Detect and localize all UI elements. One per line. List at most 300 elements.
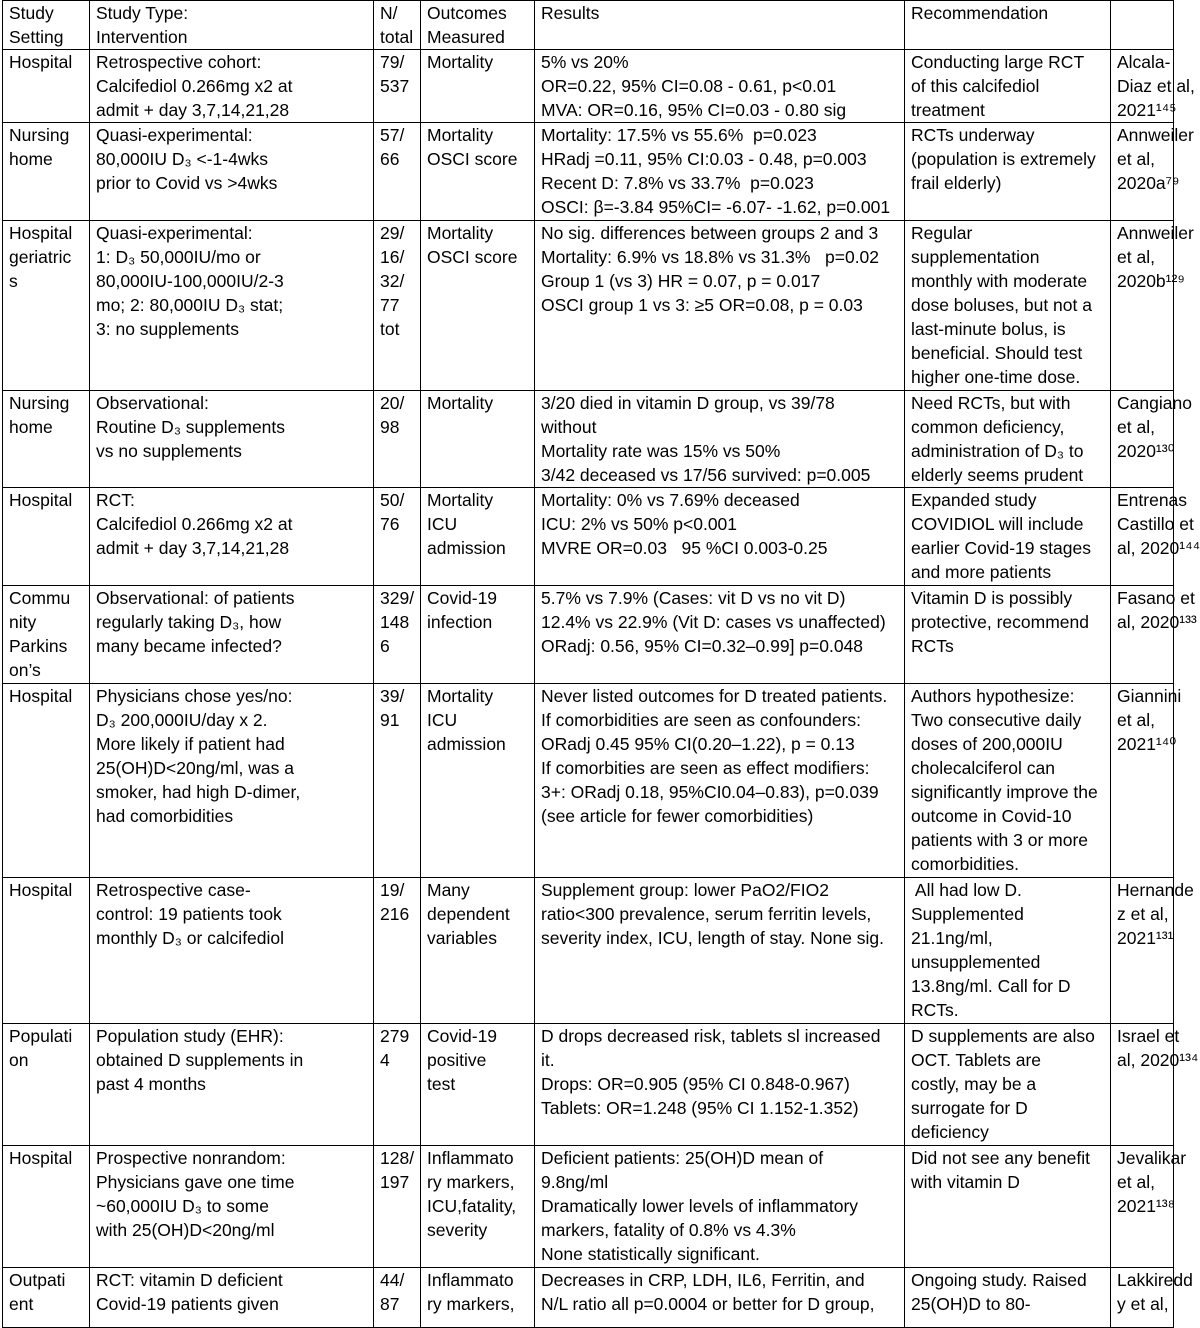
cell-line: Need RCTs, but with (911, 393, 1071, 413)
cell-type (90, 50, 374, 123)
cell-n (374, 586, 421, 684)
cell-recommendation (905, 221, 1111, 391)
table-row (3, 586, 1174, 684)
cell-line: 16/ (380, 247, 405, 267)
header-row (3, 1, 1174, 50)
cell-line: RCTs (911, 636, 954, 656)
cell-reference (1111, 1268, 1193, 1328)
cell-line: Calcifediol 0.266mg x2 at (96, 76, 293, 96)
cell-line: al, 2020¹⁴⁴ (1117, 538, 1200, 558)
cell-setting (3, 878, 90, 1024)
cell-line: OSCI score (427, 247, 518, 267)
cell-line: If comorbidities are seen as confounders: (541, 710, 862, 730)
cell-line: 80,000IU D₃ <-1-4wks (96, 149, 268, 169)
cell-line: Inflammato (427, 1270, 514, 1290)
cell-line: MVA: OR=0.16, 95% CI=0.03 - 0.80 sig (541, 100, 847, 120)
table-row (3, 391, 1174, 488)
cell-type (90, 586, 374, 684)
cell-line: 3+: ORadj 0.18, 95%CI0.04–0.83), p=0.039 (541, 782, 879, 802)
cell-n (374, 1146, 421, 1268)
cell-line: nity (9, 612, 37, 632)
cell-line: Covid-19 patients given (96, 1294, 279, 1314)
cell-line: MVRE OR=0.03 95 %CI 0.003-0.25 (541, 538, 828, 558)
cell-line: ICU: 2% vs 50% p<0.001 (541, 514, 738, 534)
cell-line: Conducting large RCT (911, 52, 1085, 72)
cell-recommendation (905, 391, 1111, 488)
cell-line: 25(OH)D to 80- (911, 1294, 1031, 1314)
cell-line: frail elderly) (911, 173, 1002, 193)
cell-line: Two consecutive daily (911, 710, 1082, 730)
cell-line: Study (9, 3, 54, 23)
cell-setting (3, 50, 90, 123)
cell-line: with vitamin D (911, 1172, 1020, 1192)
cell-line: Mortality (427, 686, 494, 706)
cell-line: Observational: of patients (96, 588, 295, 608)
cell-line: surrogate for D (911, 1098, 1028, 1118)
cell-line: Mortality: 0% vs 7.69% deceased (541, 490, 800, 510)
cell-line: D₃ 200,000IU/day x 2. (96, 710, 268, 730)
cell-line: markers, fatality of 0.8% vs 4.3% (541, 1220, 796, 1240)
cell-line: 77 (380, 295, 400, 315)
cell-type (90, 684, 374, 878)
header-recommendation (905, 1, 1111, 50)
cell-line: RCT: (96, 490, 135, 510)
cell-line: Hospital (9, 490, 73, 510)
cell-line: treatment (911, 100, 985, 120)
cell-type (90, 391, 374, 488)
cell-line: Giannini (1117, 686, 1182, 706)
cell-line: ~60,000IU D₃ to some (96, 1196, 269, 1216)
cell-recommendation (905, 1146, 1111, 1268)
cell-line: obtained D supplements in (96, 1050, 304, 1070)
cell-line: Cangiano (1117, 393, 1192, 413)
cell-line: 2021¹⁴⁵ (1117, 100, 1177, 120)
cell-n (374, 391, 421, 488)
cell-line: Did not see any benefit (911, 1148, 1091, 1168)
cell-results (535, 123, 905, 221)
cell-line: Nursing (9, 125, 70, 145)
cell-line: 13.8ng/ml. Call for D (911, 976, 1071, 996)
cell-line: More likely if patient had (96, 734, 285, 754)
cell-line: (population is extremely (911, 149, 1096, 169)
cell-line: Mortality (427, 223, 494, 243)
header-reference (1111, 1, 1174, 50)
cell-results (535, 50, 905, 123)
cell-line: OSCI score (427, 149, 518, 169)
cell-line: 1: D₃ 50,000IU/mo or (96, 247, 261, 267)
cell-line: RCT: vitamin D deficient (96, 1270, 283, 1290)
cell-line: Ongoing study. Raised (911, 1270, 1087, 1290)
cell-line: mo; 2: 80,000IU D₃ stat; (96, 295, 284, 315)
table-row (3, 488, 1174, 586)
cell-recommendation (905, 878, 1111, 1024)
cell-outcomes (421, 488, 535, 586)
cell-line: al, 2020¹³⁴ (1117, 1050, 1199, 1070)
cell-line: Mortality: 6.9% vs 18.8% vs 31.3% p=0.02 (541, 247, 880, 267)
cell-line: D drops decreased risk, tablets sl increased (541, 1026, 881, 1046)
cell-line: Hospital (9, 880, 73, 900)
cell-setting (3, 221, 90, 391)
cell-line: Covid-19 (427, 1026, 498, 1046)
cell-line: 98 (380, 417, 400, 437)
cell-results (535, 1146, 905, 1268)
cell-line: OCT. Tablets are (911, 1050, 1042, 1070)
cell-n (374, 221, 421, 391)
cell-line: on’s (9, 660, 41, 680)
cell-line: Outpati (9, 1270, 66, 1290)
cell-line: 4 (380, 1050, 390, 1070)
table-row (3, 684, 1174, 878)
cell-line: Expanded study (911, 490, 1037, 510)
cell-line: beneficial. Should test (911, 343, 1083, 363)
cell-line: deficiency (911, 1122, 989, 1142)
cell-line: 2021¹⁴⁰ (1117, 734, 1177, 754)
cell-line: HRadj =0.11, 95% CI:0.03 - 0.48, p=0.003 (541, 149, 867, 169)
cell-line: Annweiler (1117, 125, 1194, 145)
cell-line: of this calcifediol (911, 76, 1040, 96)
cell-line: D supplements are also (911, 1026, 1095, 1046)
cell-line: Fasano et (1117, 588, 1195, 608)
cell-type (90, 221, 374, 391)
cell-line: 50/ (380, 490, 405, 510)
vitamin-d-studies-table (2, 0, 1200, 1328)
cell-line: OSCI group 1 vs 3: ≥5 OR=0.08, p = 0.03 (541, 295, 863, 315)
cell-line: earlier Covid-19 stages (911, 538, 1091, 558)
cell-recommendation (905, 50, 1111, 123)
cell-line: home (9, 149, 53, 169)
cell-recommendation (905, 1268, 1111, 1328)
cell-results (535, 391, 905, 488)
cell-line: home (9, 417, 53, 437)
cell-reference (1111, 391, 1192, 488)
cell-outcomes (421, 123, 535, 221)
cell-line: dose boluses, but not a (911, 295, 1092, 315)
cell-results (535, 488, 905, 586)
cell-line: Mortality (427, 490, 494, 510)
cell-line: 57/ (380, 125, 405, 145)
cell-line: 3/20 died in vitamin D group, vs 39/78 (541, 393, 835, 413)
cell-reference (1111, 684, 1182, 878)
cell-n (374, 878, 421, 1024)
cell-line: test (427, 1074, 456, 1094)
cell-line: et al, (1117, 417, 1155, 437)
cell-results (535, 684, 905, 878)
cell-line: 25(OH)D<20ng/ml, was a (96, 758, 294, 778)
cell-type (90, 1268, 374, 1328)
cell-n (374, 123, 421, 221)
cell-reference (1111, 221, 1194, 391)
cell-reference (1111, 1024, 1199, 1146)
cell-line: Supplemented (911, 904, 1024, 924)
cell-line: patients with 3 or more (911, 830, 1089, 850)
cell-line: Intervention (96, 27, 188, 47)
cell-line: ICU (427, 710, 458, 730)
cell-line: 80,000IU-100,000IU/2-3 (96, 271, 284, 291)
cell-line: Prospective nonrandom: (96, 1148, 286, 1168)
header-n-total (374, 1, 421, 50)
cell-line: ORadj: 0.56, 95% CI=0.32–0.99] p=0.048 (541, 636, 864, 656)
cell-line: common deficiency, (911, 417, 1065, 437)
cell-line: 6 (380, 636, 390, 656)
cell-line: 279 (380, 1026, 410, 1046)
cell-line: Many (427, 880, 470, 900)
cell-line: 39/ (380, 686, 405, 706)
cell-line: severity (427, 1220, 488, 1240)
cell-line: Jevalikar (1117, 1148, 1187, 1168)
cell-line: Calcifediol 0.266mg x2 at (96, 514, 293, 534)
cell-line: Hospital (9, 52, 73, 72)
cell-type (90, 878, 374, 1024)
cell-outcomes (421, 586, 535, 684)
cell-line: s (9, 271, 18, 291)
cell-line: 5% vs 20% (541, 52, 629, 72)
cell-outcomes (421, 1268, 535, 1328)
cell-line: If comorbities are seen as effect modifiers: (541, 758, 870, 778)
cell-line: and more patients (911, 562, 1052, 582)
cell-line: without (541, 417, 597, 437)
cell-line: Recent D: 7.8% vs 33.7% p=0.023 (541, 173, 814, 193)
cell-line: 537 (380, 76, 410, 96)
cell-n (374, 1268, 421, 1328)
cell-line: Mortality (427, 125, 494, 145)
cell-line: 79/ (380, 52, 405, 72)
cell-line: doses of 200,000IU (911, 734, 1063, 754)
cell-reference (1111, 123, 1194, 221)
cell-line: prior to Covid vs >4wks (96, 173, 278, 193)
cell-line: 2020b¹²⁹ (1117, 271, 1185, 291)
cell-type (90, 1146, 374, 1268)
cell-setting (3, 1146, 90, 1268)
cell-type (90, 488, 374, 586)
cell-line: 91 (380, 710, 400, 730)
header-study-setting (3, 1, 90, 50)
cell-results (535, 221, 905, 391)
cell-line: variables (427, 928, 498, 948)
cell-line: many became infected? (96, 636, 282, 656)
table-row (3, 1146, 1174, 1268)
cell-line: Nursing (9, 393, 70, 413)
cell-line: administration of D₃ to (911, 441, 1084, 461)
cell-line: regularly taking D₃, how (96, 612, 282, 632)
cell-line: positive (427, 1050, 487, 1070)
cell-results (535, 1268, 905, 1328)
cell-line: Drops: OR=0.905 (95% CI 0.848-0.967) (541, 1074, 850, 1094)
cell-line: (see article for fewer comorbidities) (541, 806, 814, 826)
cell-line: OSCI: β=-3.84 95%CI= -6.07- -1.62, p=0.001 (541, 197, 891, 217)
cell-line: RCTs underway (911, 125, 1035, 145)
cell-line: Vitamin D is possibly (911, 588, 1073, 608)
cell-line: Supplement group: lower PaO2/FIO2 (541, 880, 829, 900)
cell-line: Decreases in CRP, LDH, IL6, Ferritin, and (541, 1270, 865, 1290)
cell-n (374, 50, 421, 123)
cell-recommendation (905, 586, 1111, 684)
cell-line: Results (541, 3, 600, 23)
cell-line: Routine D₃ supplements (96, 417, 286, 437)
cell-line: Parkins (9, 636, 68, 656)
header-study-type (90, 1, 374, 50)
cell-line: Annweiler (1117, 223, 1194, 243)
cell-recommendation (905, 684, 1111, 878)
cell-line: cholecalciferol can (911, 758, 1055, 778)
cell-results (535, 586, 905, 684)
cell-line: 21.1ng/ml, (911, 928, 993, 948)
cell-line: Hospital (9, 223, 73, 243)
cell-line: 76 (380, 514, 400, 534)
cell-line: Physicians chose yes/no: (96, 686, 293, 706)
cell-reference (1111, 50, 1195, 123)
cell-line: OR=0.22, 95% CI=0.08 - 0.61, p<0.01 (541, 76, 837, 96)
table-row (3, 221, 1174, 391)
cell-line: 44/ (380, 1270, 405, 1290)
cell-line: protective, recommend (911, 612, 1089, 632)
cell-line: vs no supplements (96, 441, 242, 461)
cell-line: Mortality rate was 15% vs 50% (541, 441, 781, 461)
cell-line: 128/ (380, 1148, 415, 1168)
cell-line: Covid-19 (427, 588, 498, 608)
cell-line: Hospital (9, 1148, 73, 1168)
cell-line: 20/ (380, 393, 405, 413)
cell-line: ry markers, (427, 1294, 515, 1314)
cell-outcomes (421, 684, 535, 878)
cell-line: Deficient patients: 25(OH)D mean of (541, 1148, 824, 1168)
cell-line: 329/ (380, 588, 415, 608)
cell-line: Never listed outcomes for D treated patients. (541, 686, 888, 706)
cell-results (535, 878, 905, 1024)
cell-line: admit + day 3,7,14,21,28 (96, 538, 290, 558)
cell-line: RCTs. (911, 1000, 959, 1020)
cell-line: Observational: (96, 393, 209, 413)
cell-line: None statistically significant. (541, 1244, 760, 1264)
cell-line: 19/ (380, 880, 405, 900)
header-results (535, 1, 905, 50)
cell-line: 2021¹³¹ (1117, 928, 1174, 948)
cell-line: N/ (380, 3, 398, 23)
cell-line: monthly with moderate (911, 271, 1088, 291)
cell-line: unsupplemented (911, 952, 1041, 972)
cell-line: Quasi-experimental: (96, 125, 253, 145)
cell-line: 66 (380, 149, 400, 169)
cell-line: Regular (911, 223, 973, 243)
cell-line: ry markers, (427, 1172, 515, 1192)
cell-line: severity index, ICU, length of stay. None sig. (541, 928, 885, 948)
cell-line: Mortality: 17.5% vs 55.6% p=0.023 (541, 125, 817, 145)
cell-line: Castillo et (1117, 514, 1194, 534)
cell-line: on (9, 1050, 29, 1070)
cell-line: 2021¹³⁸ (1117, 1196, 1175, 1216)
cell-line: 216 (380, 904, 410, 924)
cell-line: COVIDIOL will include (911, 514, 1084, 534)
cell-line: had comorbidities (96, 806, 234, 826)
cell-outcomes (421, 221, 535, 391)
cell-line: admission (427, 734, 506, 754)
cell-line: 3/42 deceased vs 17/56 survived: p=0.005 (541, 465, 871, 485)
cell-reference (1111, 586, 1197, 684)
cell-line: 2020¹³⁰ (1117, 441, 1175, 461)
cell-outcomes (421, 50, 535, 123)
cell-results (535, 1024, 905, 1146)
cell-n (374, 684, 421, 878)
cell-reference (1111, 878, 1194, 1024)
cell-line: y et al, (1117, 1294, 1169, 1314)
cell-line: et al, (1117, 149, 1155, 169)
cell-line: z et al, (1117, 904, 1169, 924)
cell-n (374, 488, 421, 586)
cell-line: Tablets: OR=1.248 (95% CI 1.152-1.352) (541, 1098, 859, 1118)
table-row (3, 1268, 1174, 1328)
cell-line: outcome in Covid-10 (911, 806, 1072, 826)
cell-line: Recommendation (911, 3, 1049, 23)
cell-line: Setting (9, 27, 64, 47)
cell-recommendation (905, 1024, 1111, 1146)
cell-setting (3, 684, 90, 878)
cell-line: Entrenas (1117, 490, 1188, 510)
cell-line: Measured (427, 27, 505, 47)
cell-line: with 25(OH)D<20ng/ml (96, 1220, 275, 1240)
cell-line: 5.7% vs 7.9% (Cases: vit D vs no vit D) (541, 588, 846, 608)
cell-line: past 4 months (96, 1074, 206, 1094)
table-row (3, 878, 1174, 1024)
cell-line: comorbidities. (911, 854, 1019, 874)
cell-setting (3, 1024, 90, 1146)
cell-line: 32/ (380, 271, 405, 291)
cell-setting (3, 488, 90, 586)
table-body (3, 1, 1200, 1328)
cell-line: 12.4% vs 22.9% (Vit D: cases vs unaffected) (541, 612, 886, 632)
cell-line: total (380, 27, 414, 47)
cell-line: ICU (427, 514, 458, 534)
cell-line: Populati (9, 1026, 73, 1046)
cell-line: N/L ratio all p=0.0004 or better for D group, (541, 1294, 875, 1314)
header-outcomes (421, 1, 535, 50)
table-row (3, 50, 1174, 123)
cell-line: Dramatically lower levels of inflammatory (541, 1196, 859, 1216)
cell-recommendation (905, 488, 1111, 586)
cell-line: tot (380, 319, 400, 339)
cell-outcomes (421, 878, 535, 1024)
cell-line: Population study (EHR): (96, 1026, 284, 1046)
cell-line: smoker, had high D-dimer, (96, 782, 301, 802)
cell-line: last-minute bolus, is (911, 319, 1066, 339)
cell-line: admit + day 3,7,14,21,28 (96, 100, 290, 120)
cell-line: elderly seems prudent (911, 465, 1084, 485)
cell-outcomes (421, 391, 535, 488)
cell-setting (3, 123, 90, 221)
cell-n (374, 1024, 421, 1146)
cell-line: All had low D. (911, 880, 1022, 900)
cell-setting (3, 391, 90, 488)
cell-line: Mortality (427, 52, 494, 72)
cell-line: ICU,fatality, (427, 1196, 517, 1216)
cell-line: Hernande (1117, 880, 1194, 900)
cell-line: Diaz et al, (1117, 76, 1195, 96)
cell-line: higher one-time dose. (911, 367, 1081, 387)
cell-line: dependent (427, 904, 510, 924)
cell-reference (1111, 488, 1200, 586)
cell-reference (1111, 1146, 1187, 1268)
cell-type (90, 123, 374, 221)
cell-line: ent (9, 1294, 34, 1314)
cell-line: 87 (380, 1294, 400, 1314)
cell-line: control: 19 patients took (96, 904, 282, 924)
cell-line: Hospital (9, 686, 73, 706)
cell-recommendation (905, 123, 1111, 221)
cell-line: it. (541, 1050, 555, 1070)
cell-line: Study Type: (96, 3, 189, 23)
cell-outcomes (421, 1146, 535, 1268)
cell-line: admission (427, 538, 506, 558)
cell-line: supplementation (911, 247, 1040, 267)
cell-line: No sig. differences between groups 2 and 3 (541, 223, 879, 243)
